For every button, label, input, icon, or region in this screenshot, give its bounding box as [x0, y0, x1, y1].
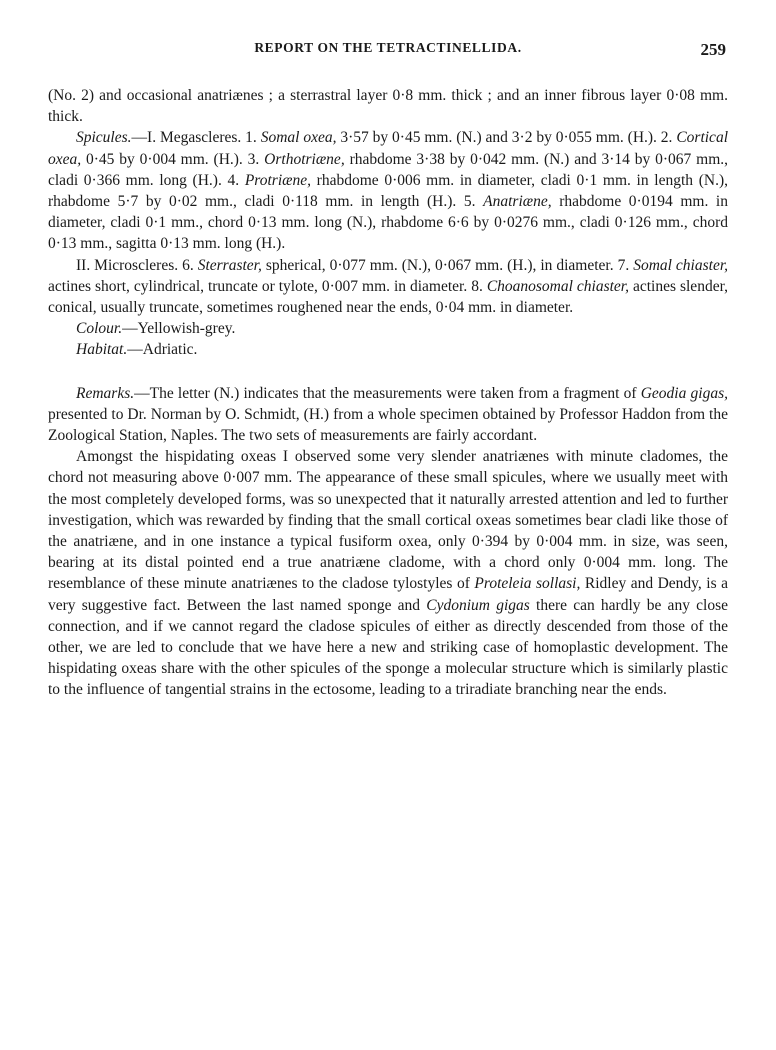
paragraph-remarks: Remarks.—The letter (N.) indicates that the measurements were taken from a fragment of Geodia gigas, presented to Dr. Norman by O. Schmidt, (H.) from a whole specimen obtained by Professor Haddon from the Zoological Station, Naples. The two sets of measurements are fairly accordant.	[48, 384, 729, 445]
running-title: REPORT ON THE TETRACTINELLIDA.	[254, 40, 522, 55]
spicules-heading: Spicules.	[76, 129, 132, 147]
paragraph-layers: (No. 2) and occasional anatriænes ; a sterrastral layer 0·8 mm. thick ; and an inner fibrous layer 0·08 mm. thick.	[48, 87, 728, 126]
paragraph-amongst: Amongst the hispidating oxeas I observed some very slender anatriænes with minute cladomes, the chord not measuring above 0·007 mm. The appearance of these small spicules, where we usually meet with the most completely developed forms, was so unexpected that it naturally arrested attention and led to further investigation, which was rewarded by finding that the small cortical oxeas sometimes bear cladi like those of the anatriæne, and in one instance a typical fusiform oxea, only 0·394 by 0·004 mm. in size, was seen, bearing at its distal pointed end a true anatriæne cladome, with a chord only 0·004 mm. long. The resemblance of these minute anatriænes to the cladose tylostyles of Proteleia sollasi, Ridley and Dendy, is a very suggestive fact. Between the last named sponge and Cydonium gigas there can hardly be any close connection, and if we cannot regard the cladose spicules of either as directly descended from those of the other, we are led to conclude that we have here a new and striking case of homoplastic development. The hispidating oxeas share with the other spicules of the sponge a molecular structure which is similarly plastic to the influence of tangential strains in the ectosome, leading to a triradiate branching near the ends.	[48, 448, 728, 699]
paragraph-spicules: Spicules.—I. Megascleres. 1. Somal oxea, 3·57 by 0·45 mm. (N.) and 3·2 by 0·055 mm. (H.). 2. Cortical oxea, 0·45 by 0·004 mm. (H.). 3. Orthotriæne, rhabdome 3·38 by 0·042 mm. (N.) and 3·14 by 0·067 mm., cladi 0·366 mm. long (H.). 4. Protriæne, rhabdome 0·006 mm. in diameter, cladi 0·1 mm. in length (N.), rhabdome 5·7 by 0·02 mm., cladi 0·118 mm. in length (H.). 5. Anatriæne, rhabdome 0·0194 mm. in diameter, cladi 0·1 mm., chord 0·13 mm. long (N.), rhabdome 6·6 by 0·0276 mm., cladi 0·126 mm., chord 0·13 mm., sagitta 0·13 mm. long (H.).	[48, 129, 728, 253]
body-text	[48, 85, 728, 701]
paragraph-colour: Colour.—Yellowish-grey.	[76, 320, 236, 338]
paragraph-habitat: Habitat.—Adriatic.	[76, 341, 198, 359]
page-number: 259	[700, 40, 726, 59]
paragraph-microscleres: II. Microscleres. 6. Sterraster, spherical, 0·077 mm. (N.), 0·067 mm. (H.), in diameter. 7. Somal chiaster, actines short, cylindrical, truncate or tylote, 0·007 mm. in diameter. 8. Choanosomal chiaster, actines slender, conical, usually truncate, sometimes roughened near the ends, 0·04 mm. in diameter.	[48, 256, 729, 317]
